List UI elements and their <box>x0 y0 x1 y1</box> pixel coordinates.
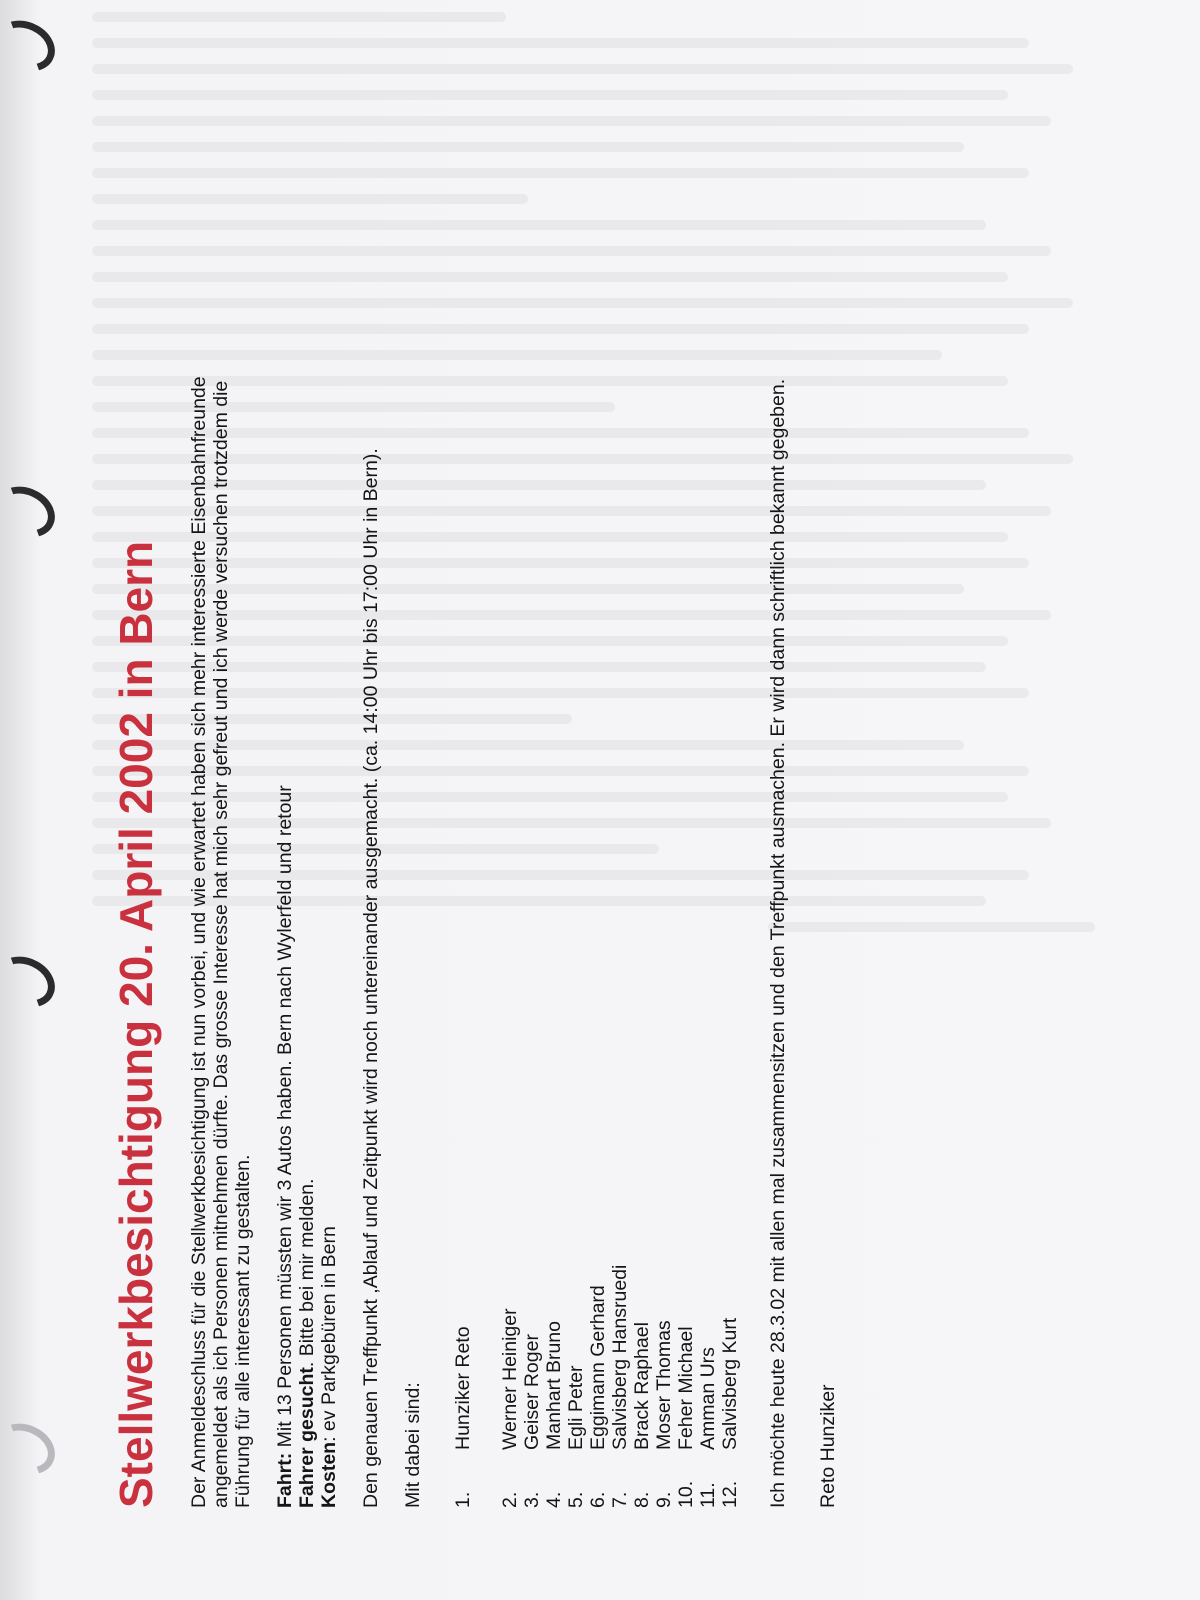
list-item: 1. Hunziker Reto <box>452 1326 474 1508</box>
binder-ring <box>0 477 63 547</box>
document-page <box>110 28 1110 1508</box>
list-item: 4. Manhart Bruno <box>543 1321 565 1508</box>
list-item: 7. Salvisberg Hansruedi <box>609 1264 631 1508</box>
fahrt-line <box>274 28 296 1508</box>
fahrt-label: Fahrt: <box>274 1452 296 1508</box>
list-item: 10. Feher Michael <box>675 1326 697 1508</box>
fahrer-label: Fahrer gesucht <box>296 1367 318 1508</box>
list-item: 2. Werner Heiniger <box>499 1308 521 1508</box>
signature: Reto Hunziker <box>817 1384 839 1508</box>
intro-line: Führung für alle interessant zu gestalten. <box>232 1154 254 1508</box>
list-item: 9. Moser Thomas <box>653 1320 675 1508</box>
list-item: 5. Egli Peter <box>565 1365 587 1508</box>
list-item: 11. Amman Urs <box>697 1347 719 1508</box>
list-item: 8. Brack Raphael <box>631 1322 653 1508</box>
list-item: 3. Geiser Roger <box>521 1334 543 1508</box>
binder-ring <box>0 947 63 1017</box>
intro-line: angemeldet als ich Personen mitnehmen dürfte. Das grosse Interesse hat mich sehr gefreut und ich werde versuchen trotzdem die <box>210 380 232 1508</box>
kosten-line <box>318 28 340 1508</box>
binder-ring <box>0 1414 63 1484</box>
participant-list <box>450 28 741 1508</box>
intro-line: Der Anmeldeschluss für die Stellwerkbesichtigung ist nun vorbei, und wie erwartet haben sich mehr interessierte Eisenbahnfreunde <box>188 376 210 1508</box>
trip-details <box>274 28 340 1508</box>
intro-paragraph <box>188 28 254 1508</box>
kosten-text: : ev Parkgebüren in Bern <box>318 1226 340 1442</box>
binder-ring <box>0 11 63 81</box>
fahrt-text: Mit 13 Personen müssten wir 3 Autos haben. Bern nach Wylerfeld und retour <box>274 785 296 1453</box>
list-item: 12. Salvisberg Kurt <box>719 1317 741 1508</box>
fahrer-line <box>296 28 318 1508</box>
list-item: 6. Eggimann Gerhard <box>587 1285 609 1508</box>
participants-heading: Mit dabei sind: <box>402 1382 424 1508</box>
meeting-note: Den genauen Treffpunkt ,Ablauf und Zeitpunkt wird noch untereinander ausgemacht. (ca. 14:00 Uhr bis 17:00 Uhr in Bern). <box>360 448 382 1508</box>
closing-note: Ich möchte heute 28.3.02 mit allen mal zusammensitzen und den Treffpunkt ausmachen. Er wird dann schriftlich bekannt gegeben. <box>767 378 789 1508</box>
fahrer-text: . Bitte bei mir melden. <box>296 1178 318 1368</box>
kosten-label: Kosten <box>318 1441 340 1508</box>
page-title: Stellwerkbesichtigung 20. April 2002 in Bern <box>110 540 162 1508</box>
